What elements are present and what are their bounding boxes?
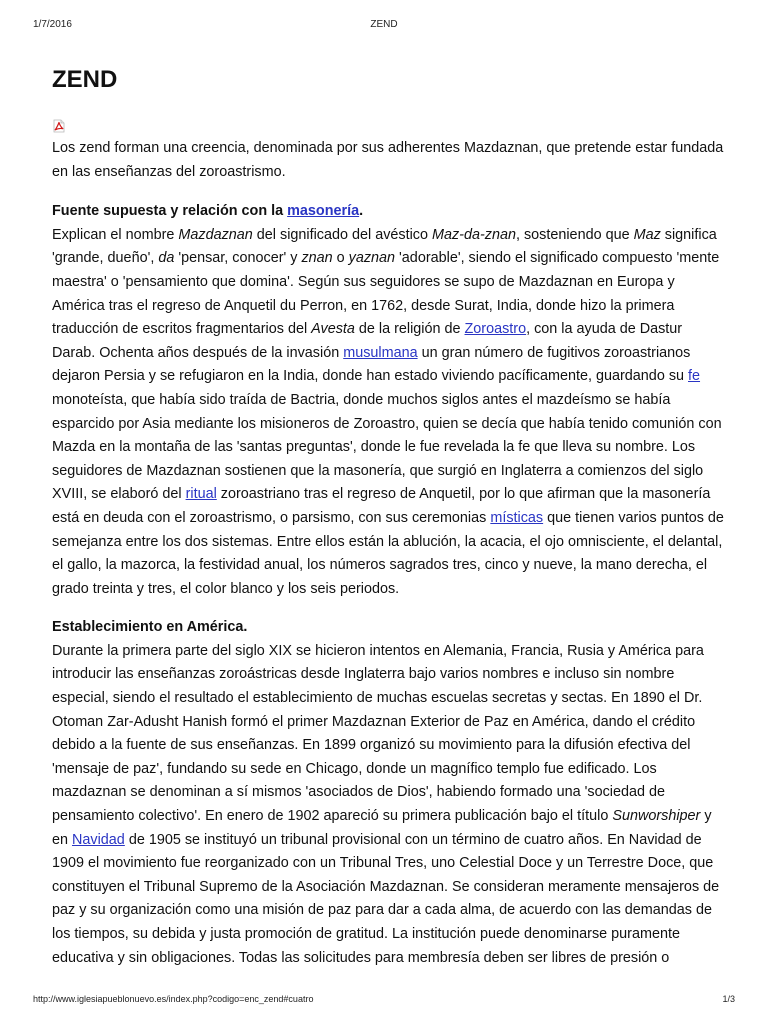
italic-term: Maz-da-znan: [431, 226, 516, 243]
origin-paragraph: [52, 224, 724, 602]
text-run: 'pensar, conocer' y: [174, 250, 302, 267]
heading-suffix: .: [359, 203, 364, 220]
link-musulmana[interactable]: musulmana: [343, 344, 418, 361]
print-footer: [33, 992, 735, 1006]
italic-term: znan: [301, 250, 333, 267]
italic-term: Sunworshiper: [612, 808, 701, 825]
text-run: 'adorable', siendo el significado compuesto 'mente maestra' o 'pensamiento que domina'. Según sus seguidores se supo de Mazdaznan en Europa y América tras el regreso de Anquetil du Perron, en 1762, desde Surat, India, donde hizo la primera traducción de escritos fragmentarios del: [52, 250, 720, 338]
print-title: ZEND: [370, 19, 398, 30]
article: [52, 63, 724, 970]
pdf-icon[interactable]: [52, 119, 66, 133]
text-run: que tienen varios puntos de semejanza entre los dos sistemas. Entre ellos están la ablución, la acacia, el ojo omnisciente, el delantal, el gallo, la mazorca, la festividad anual, los números sagrados tres, cinco y nueve, la mano derecha, el grado treinta y tres, el color blanco y los seis periodos.: [52, 509, 724, 597]
text-run: del significado del avéstico: [252, 226, 432, 243]
link-fe[interactable]: fe: [688, 368, 701, 385]
section-heading-origin: [52, 200, 724, 224]
heading-text: Fuente supuesta y relación con la: [52, 203, 288, 220]
text-run: significa 'grande, dueño',: [52, 226, 717, 267]
print-date: 1/7/2016: [33, 19, 72, 30]
section-heading-america: Establecimiento en América.: [52, 619, 248, 636]
text-run: o: [332, 250, 349, 267]
text-run: Explican el nombre: [52, 226, 179, 243]
text-run: de la religión de: [354, 321, 465, 338]
page-number: 1/3: [722, 994, 735, 1004]
america-paragraph: [52, 640, 724, 970]
print-url: http://www.iglesiapueblonuevo.es/index.php?codigo=enc_zend#cuatro: [33, 994, 314, 1004]
print-header: [33, 18, 735, 32]
italic-term: Maz: [633, 226, 661, 243]
link-zoroastro[interactable]: Zoroastro: [464, 321, 527, 338]
text-run: y en: [52, 808, 712, 848]
text-run: , con la ayuda de Dastur Darab. Ochenta años después de la invasión: [52, 321, 683, 361]
italic-term: Mazdaznan: [178, 226, 253, 243]
text-run: de 1905 se instituyó un tribunal provisional con un término de cuatro años. En Navidad de 1909 el movimiento fue reorganizado con un Tribunal Tres, uno Celestial Doce y un Terrestre Doce, que constituyen el Tribunal Supremo de la Asociación Mazdaznan. Se consideran meramente mensajeros de paz y su organización como una misión de paz para dar a cada alma, de acuerdo con las demandas de los tiempos, su debida y justa promoción de gratitud. La institución puede denominarse puramente educativa y sin obligaciones. Todas las solicitudes para membresía deben ser libres de presión o: [52, 831, 720, 966]
text-run: , sosteniendo que: [515, 226, 634, 243]
intro-paragraph: Los zend forman una creencia, denominada por sus adherentes Mazdaznan, que pretende estar fundada en las enseñanzas del zoroastrismo.: [52, 140, 724, 180]
text-run: Durante la primera parte del siglo XIX se hicieron intentos en Alemania, Francia, Rusia y América para introducir las enseñanzas zoroástricas desde Inglaterra bajo varios nombres e incluso sin nombre especial, siendo el resultado el establecimiento de muchas escuelas secretas y sectas. En 1890 el Dr. Otoman Zar-Adusht Hanish formó el primer Mazdaznan Exterior de Paz en América, dando el crédito debido a la fuente de sus enseñanzas. En 1899 organizó su movimiento para la difusión efectiva del 'mensaje de paz', fundando su sede en Chicago, donde un magnífico templo fue edificado. Los mazdaznan se denominan a sí mismos 'asociados de Dios', habiendo formado una 'sociedad de pensamiento colectivo'. En enero de 1902 apareció su primera publicación bajo el título: [52, 642, 704, 825]
italic-term: yaznan: [348, 250, 396, 267]
link-misticas[interactable]: místicas: [490, 509, 544, 526]
link-navidad[interactable]: Navidad: [72, 831, 125, 848]
italic-term: Avesta: [311, 321, 355, 338]
text-run: zoroastriano tras el regreso de Anquetil, por lo que afirman que la masonería está en deuda con el zoroastrismo, o parsismo, con sus ceremonias: [52, 486, 711, 526]
text-run: monoteísta, que había sido traída de Bactria, donde muchos siglos antes el mazdeísmo se había esparcido por Asia mediante los misioneros de Zoroastro, quien se decía que había tenido comunión con Mazda en la montaña de las 'santas preguntas', donde le fue revelada la fe que lleva su nombre. Los seguidores de Mazdaznan sostienen que la masonería, que surgió en Inglaterra a comienzos del siglo XVIII, se elaboró del: [52, 391, 722, 503]
link-masoneria[interactable]: masonería: [287, 203, 360, 220]
page-title: ZEND: [52, 66, 118, 93]
link-ritual[interactable]: ritual: [185, 486, 217, 503]
text-run: un gran número de fugitivos zoroastrianos dejaron Persia y se refugiaron en la India, donde han estado viviendo pacíficamente, guardando su: [52, 344, 691, 385]
italic-term: da: [158, 250, 175, 267]
